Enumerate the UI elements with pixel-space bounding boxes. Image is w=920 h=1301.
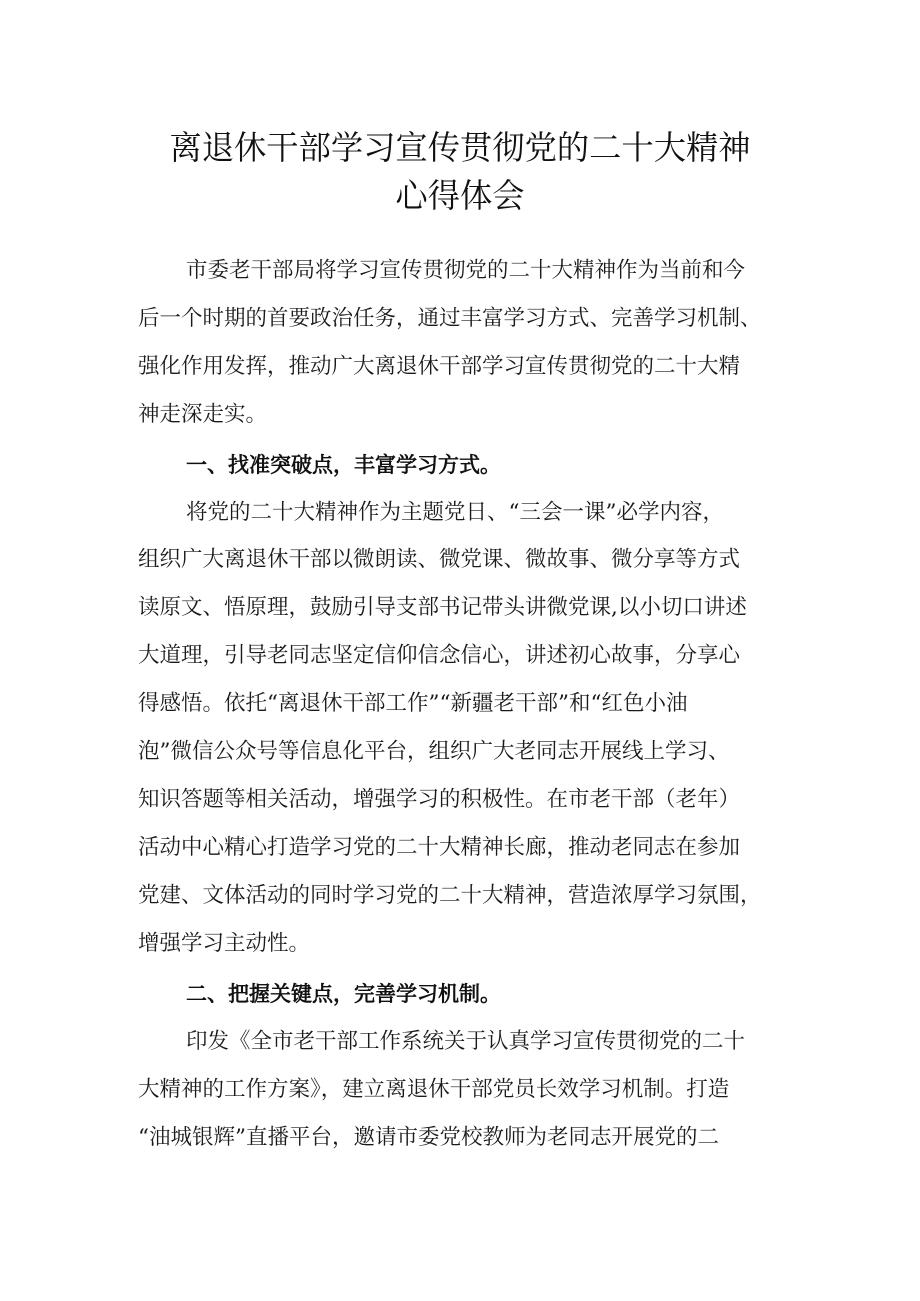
intro-line-2: 后一个时期的首要政治任务，通过丰富学习方式、完善学习机制、 — [138, 306, 762, 331]
intro-line-1: 市委老干部局将学习宣传贯彻党的二十大精神作为当前和今 — [186, 258, 746, 283]
intro-line-3: 强化作用发挥，推动广大离退休干部学习宣传贯彻党的二十大精 — [138, 354, 741, 379]
section-2-line-3: “油城银辉”直播平台，邀请市委党校教师为老同志开展党的二 — [138, 1125, 719, 1150]
intro-line-4: 神走深走实。 — [138, 402, 268, 427]
section-1-line-4: 大道理，引导老同志坚定信仰信念信心，讲述初心故事，分享心 — [138, 643, 741, 668]
document-title-line-2: 心得体会 — [395, 176, 525, 215]
section-1-line-7: 知识答题等相关活动，增强学习的积极性。在市老干部（老年） — [138, 787, 741, 812]
section-1-line-3: 读原文、悟原理，鼓励引导支部书记带头讲微党课,以小切口讲述 — [138, 595, 747, 620]
section-1-line-6: 泡”微信公众号等信息化平台，组织广大老同志开展线上学习、 — [138, 739, 730, 764]
section-1-line-9: 党建、文体活动的同时学习党的二十大精神，营造浓厚学习氛围， — [138, 883, 762, 908]
section-1-line-1: 将党的二十大精神作为主题党日、“三会一课”必学内容， — [186, 500, 724, 525]
section-1-line-2: 组织广大离退休干部以微朗读、微党课、微故事、微分享等方式 — [138, 547, 741, 572]
section-1-line-5: 得感悟。依托“离退休干部工作”“新疆老干部”和“红色小油 — [138, 691, 688, 716]
section-1-line-10: 增强学习主动性。 — [138, 931, 311, 956]
section-1-heading: 一、找准突破点，丰富学习方式。 — [186, 453, 501, 477]
section-2-heading: 二、把握关键点，完善学习机制。 — [186, 982, 501, 1006]
section-2-line-2: 大精神的工作方案》，建立离退休干部党员长效学习机制。打造 — [138, 1077, 730, 1102]
section-2-line-1: 印发《全市老干部工作系统关于认真学习宣传贯彻党的二十 — [186, 1029, 746, 1054]
section-1-line-8: 活动中心精心打造学习党的二十大精神长廊，推动老同志在参加 — [138, 835, 741, 860]
document-title-line-1: 离退休干部学习宣传贯彻党的二十大精神 — [169, 128, 751, 167]
